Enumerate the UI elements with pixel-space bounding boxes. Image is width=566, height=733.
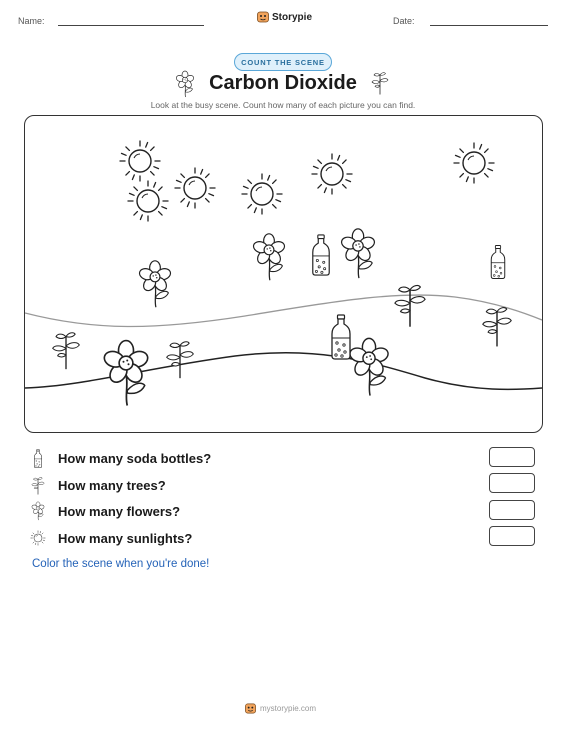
tree-icon [483,308,511,347]
far-hill-line [25,295,542,326]
date-field[interactable] [430,25,548,26]
brand-name: Storypie [272,11,313,23]
question-text: How many soda bottles? [58,450,212,466]
storypie-logo-icon [245,703,256,714]
flower-icon [102,341,149,406]
soda-bottle-icon [30,448,46,468]
question-row-sunlights [30,528,192,548]
page-title: Carbon Dioxide [209,72,357,94]
soda-bottle-icon [491,246,505,279]
question-row-trees [30,475,166,495]
scene-canvas [25,116,542,432]
name-field[interactable] [58,25,204,26]
answer-box-flowers[interactable] [489,500,535,520]
flower-icon [340,229,376,278]
sunlight-icon [30,528,46,548]
answer-box-sunlights[interactable] [489,526,535,546]
question-text: How many trees? [58,477,166,493]
answer-box-bottles[interactable] [489,447,535,467]
answer-box-trees[interactable] [489,473,535,493]
instructions: Look at the busy scene. Count how many of each picture you can find. [150,100,416,110]
footer-url[interactable]: mystorypie.com [260,704,317,713]
brand [257,11,312,23]
color-instruction: Color the scene when you're done! [32,558,210,570]
flower-icon [30,501,46,521]
sun-icon [120,141,160,181]
sun-icon [128,181,168,221]
count-the-scene-badge: COUNT THE SCENE [234,53,332,71]
date-label: Date: [393,16,415,26]
tree-icon [53,333,80,369]
name-label: Name: [18,16,45,26]
footer [245,703,316,714]
flower-icon [252,234,286,280]
sun-icon [312,154,352,194]
question-text: How many sunlights? [58,530,193,546]
tree-icon [167,342,194,378]
sun-icon [454,143,494,183]
sun-icon [175,168,215,208]
soda-bottle-icon [332,315,350,359]
title-sprout-icon [371,71,389,95]
near-hill-line [25,353,542,390]
soda-bottle-icon [313,235,329,275]
question-text: How many flowers? [58,503,181,519]
tree-icon [30,475,46,495]
question-row-bottles [30,448,211,468]
flower-icon [138,261,172,307]
question-row-flowers [30,501,180,521]
tree-icon [395,285,425,326]
busy-scene [24,115,543,433]
sun-icon [242,174,282,214]
storypie-logo-icon [257,11,269,23]
title-flower-icon [174,70,196,98]
